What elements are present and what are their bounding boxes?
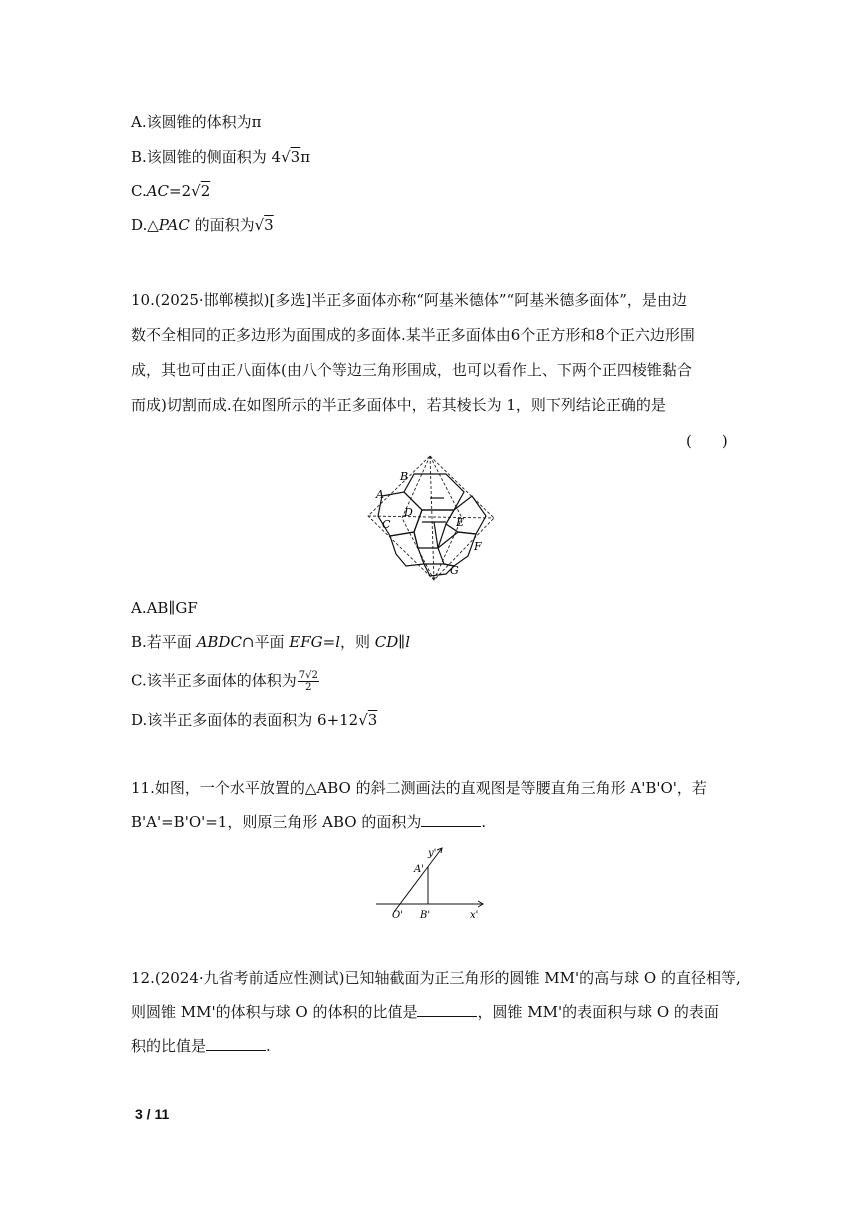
var-l: l xyxy=(335,633,340,651)
q11-stem-line-2 xyxy=(131,812,486,832)
answer-blank[interactable] xyxy=(421,812,481,827)
q9-option-b-text: B.该圆锥的侧面积为 4 xyxy=(131,148,282,166)
q12-stem-line-3 xyxy=(131,1036,271,1056)
equals-sign: = xyxy=(322,633,336,651)
q10-stem-line-1: 10.(2025·邯郸模拟)[多选]半正多面体亦称“阿基米德体”“阿基米德多面体”，是由边 xyxy=(131,291,687,309)
q9-option-b xyxy=(131,147,310,167)
q10-stem-line-3: 成，其也可由正八面体(由八个等边三角形围成，也可以看作上、下两个正四棱锥黏合 xyxy=(131,361,692,379)
label-e: E xyxy=(456,516,465,529)
q9-option-a-text: A.该圆锥的体积为π xyxy=(131,113,262,131)
oblique-projection-figure xyxy=(372,842,492,922)
q12-stem-text-3: 积的比值是 xyxy=(131,1037,207,1055)
radicand: 2 xyxy=(200,182,211,200)
sqrt-symbol: √3 xyxy=(358,711,378,729)
q9-option-d-text: 的面积为 xyxy=(189,216,255,234)
radicand: 3 xyxy=(367,711,378,729)
label-a: A xyxy=(376,488,384,501)
period: . xyxy=(266,1037,271,1055)
q12-stem-text-2: ，圆锥 MM'的表面积与球 O 的表面 xyxy=(477,1003,719,1021)
radicand: 3 xyxy=(264,216,274,234)
label-y-prime: y' xyxy=(428,848,437,859)
radicand: 3 xyxy=(290,148,301,166)
polyhedron-figure xyxy=(362,452,502,582)
label-o-prime: O' xyxy=(392,910,403,921)
answer-parentheses: ( ) xyxy=(686,432,728,450)
q11-stem-text: B'A'=B'O'=1，则原三角形 ABO 的面积为 xyxy=(131,813,422,831)
fraction-numerator: 7√2 xyxy=(298,670,318,681)
q12-stem-line-1: 12.(2024·九省考前适应性测试)已知轴截面为正三角形的圆锥 MM'的高与球 O 的直径相等, xyxy=(131,969,741,987)
q10-option-c xyxy=(131,670,319,693)
q9-option-b-tail: π xyxy=(300,148,311,166)
q9-option-d-label: D.△ xyxy=(131,216,159,234)
label-x-prime: x' xyxy=(470,910,479,921)
q10-stem-line-2: 数不全相同的正多边形为面围成的多面体.某半正多面体由6个正方形和8个正六边形围 xyxy=(131,326,695,344)
period: . xyxy=(481,813,487,831)
label-b-prime: B' xyxy=(420,910,431,921)
fraction-denominator: 2 xyxy=(305,682,312,693)
q9-option-d xyxy=(131,215,274,235)
q10-stem-line-4: 而成)切割而成.在如图所示的半正多面体中，若其棱长为 1，则下列结论正确的是 xyxy=(131,396,666,414)
answer-blank-2[interactable] xyxy=(206,1036,266,1051)
q10-option-b xyxy=(131,632,410,652)
q10-option-d-text: D.该半正多面体的表面积为 6+12 xyxy=(131,711,359,729)
var-pac: PAC xyxy=(158,216,190,234)
polyhedron-solid-edges xyxy=(378,474,486,576)
label-f: F xyxy=(474,540,482,553)
var-l-2: l xyxy=(405,633,411,651)
var-cd: CD xyxy=(374,633,399,651)
label-b: B xyxy=(400,470,409,483)
q9-option-c-label: C. xyxy=(131,182,147,200)
sqrt-symbol: √2 xyxy=(191,182,211,200)
fraction xyxy=(298,670,319,693)
var-ac: AC xyxy=(146,182,170,200)
q9-option-a xyxy=(131,112,261,132)
sqrt-symbol: √3 xyxy=(254,216,274,234)
q10-option-b-label: B.若平面 xyxy=(131,633,197,651)
intersection-text: ∩平面 xyxy=(241,633,290,651)
q10-option-a: A.AB∥GF xyxy=(131,599,198,617)
q12-stem-line-2 xyxy=(131,1002,719,1022)
var-efg: EFG xyxy=(289,633,323,651)
q10-option-c-text: C.该半正多面体的体积为 xyxy=(131,671,297,690)
q10-option-d xyxy=(131,710,377,730)
var-abdc: ABDC xyxy=(196,633,242,651)
q9-option-c-eq: =2 xyxy=(169,182,192,200)
q12-stem-text: 则圆锥 MM'的体积与球 O 的体积的比值是 xyxy=(131,1003,418,1021)
answer-blank-1[interactable] xyxy=(417,1002,477,1017)
parallel-sign: ∥ xyxy=(398,633,406,651)
label-g: G xyxy=(450,564,459,577)
label-c: C xyxy=(382,518,391,531)
q11-stem-line-1: 11.如图，一个水平放置的△ABO 的斜二测画法的直观图是等腰直角三角形 A'B'O'，若 xyxy=(131,779,707,797)
label-a-prime: A' xyxy=(414,864,424,875)
label-d: D xyxy=(404,506,413,519)
sqrt-symbol: √3 xyxy=(281,148,301,166)
q9-option-c xyxy=(131,181,210,201)
page-number: 3 / 11 xyxy=(135,1106,170,1122)
then-text: ，则 xyxy=(340,633,375,651)
